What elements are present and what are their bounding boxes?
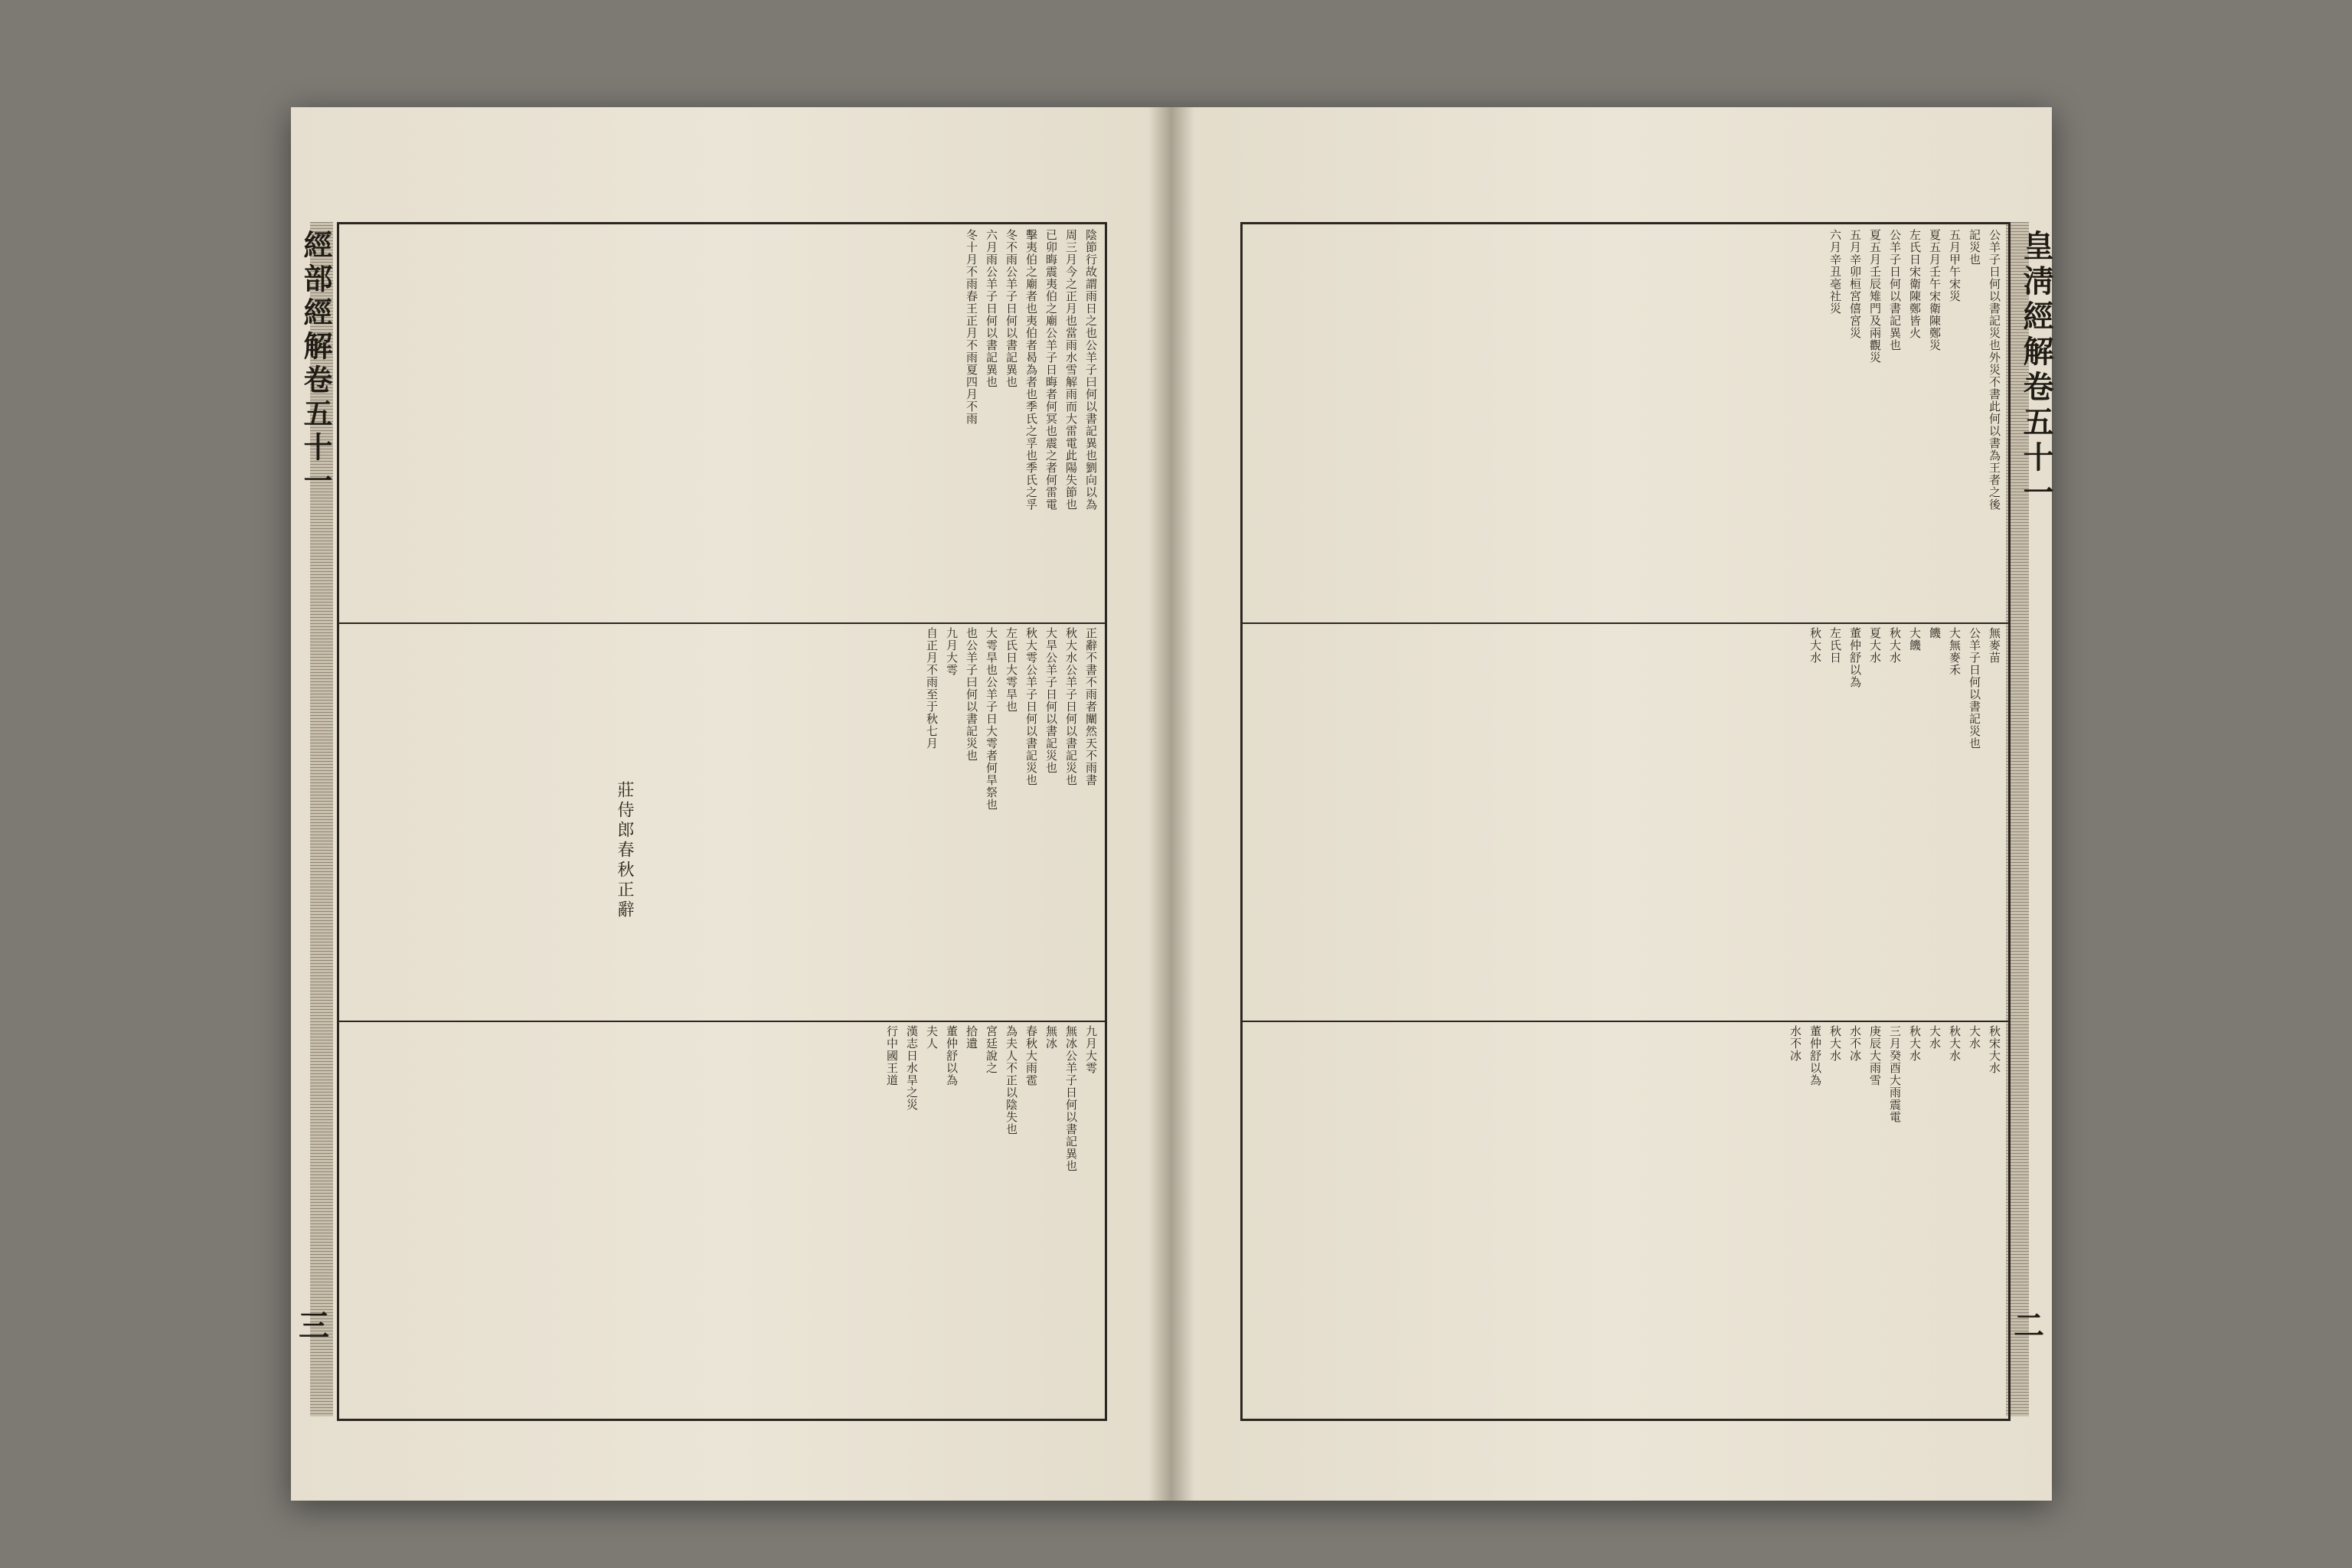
- text-column: 左氏日宋衛陳鄭皆火: [1908, 229, 1922, 339]
- text-column: 自正月不雨至于秋七月: [925, 627, 939, 750]
- text-column: 五月甲午宋災: [1948, 229, 1962, 302]
- text-column: 大無麥禾: [1948, 627, 1962, 676]
- text-column: 拾遺: [965, 1025, 978, 1050]
- book-gutter: [1148, 107, 1194, 1501]
- text-column: 大雩旱也公羊子日大雩者何旱祭也: [985, 627, 998, 811]
- left-page: [291, 107, 1171, 1501]
- text-column: 陰節行故謂雨日之也公羊子曰何以書記異也劉向以為: [1084, 229, 1098, 511]
- right-margin-title: 皇淸經解卷五十一: [2018, 230, 2054, 511]
- text-column: 秋大水公羊子日何以書記災也: [1064, 627, 1078, 786]
- text-column: 行中國王道: [885, 1025, 899, 1086]
- text-column: 饑: [1928, 627, 1942, 639]
- text-column: 三月癸酉大雨震電: [1888, 1025, 1902, 1123]
- left-band-2: [339, 622, 1105, 1022]
- right-band-2: [1243, 622, 2008, 1022]
- text-column: 正辭不書不雨者闡然天不雨書: [1084, 627, 1098, 786]
- text-column: 大旱公羊子日何以書記災也: [1044, 627, 1058, 774]
- text-column: 也公羊子曰何以書記災也: [965, 627, 978, 762]
- text-column: 夏大水: [1868, 627, 1882, 664]
- text-column: 夫人: [925, 1025, 939, 1050]
- open-book: [291, 107, 2052, 1501]
- author-line: 莊侍郎春秋正辭: [615, 781, 634, 920]
- text-column: 大饑: [1908, 627, 1922, 652]
- left-text-frame: [337, 222, 1107, 1421]
- text-column: 秋宋大水: [1988, 1025, 2001, 1074]
- text-column: 無冰: [1044, 1025, 1058, 1050]
- text-column: 為夫人不正以陰失也: [1004, 1025, 1018, 1135]
- text-column: 夏五月壬午宋衛陳鄭災: [1928, 229, 1942, 351]
- text-column: 九月大雩: [1084, 1025, 1098, 1074]
- text-column: 春秋大雨雹: [1024, 1025, 1038, 1086]
- text-column: 董仲舒以為: [1808, 1025, 1822, 1086]
- left-folio: 三: [299, 1308, 329, 1344]
- text-column: 記災也: [1968, 229, 1981, 266]
- text-column: 五月辛卯桓宮僖宮災: [1848, 229, 1862, 339]
- text-column: 左氏日: [1828, 627, 1842, 664]
- text-column: 公羊子日何以書記災也: [1968, 627, 1981, 750]
- text-column: 秋大水: [1888, 627, 1902, 664]
- left-band-3: [339, 1021, 1105, 1419]
- text-column: 秋大水: [1948, 1025, 1962, 1062]
- text-column: 已卯晦震夷伯之廟公羊子日晦者何冥也震之者何雷電: [1044, 229, 1058, 511]
- text-column: 漢志日水旱之災: [905, 1025, 919, 1111]
- text-column: 周三月今之正月也當雨水雪解雨而大雷電此陽失節也: [1064, 229, 1078, 511]
- text-column: 水不冰: [1788, 1025, 1802, 1062]
- text-column: 擊夷伯之廟者也夷伯者曷為者也季氏之孚也季氏之孚: [1024, 229, 1038, 511]
- text-column: 公羊子日何以書記異也: [1888, 229, 1902, 351]
- text-column: 大水: [1968, 1025, 1981, 1050]
- text-column: 左氏日大雩旱也: [1004, 627, 1018, 713]
- text-column: 夏五月壬辰雉門及兩觀災: [1868, 229, 1882, 364]
- text-column: 秋大水: [1808, 627, 1822, 664]
- text-column: 董仲舒以為: [1848, 627, 1862, 688]
- text-column: 六月雨公羊子日何以書記異也: [985, 229, 998, 388]
- right-folio: 二: [2014, 1308, 2044, 1344]
- left-margin-title: 經部經解卷五十一: [299, 230, 333, 499]
- text-column: 無麥苗: [1988, 627, 2001, 664]
- text-column: 秋大雩公羊子日何以書記災也: [1024, 627, 1038, 786]
- left-band-1: [339, 224, 1105, 624]
- text-column: 六月辛丑亳社災: [1828, 229, 1842, 315]
- text-column: 冬十月不雨春王正月不雨夏四月不雨: [965, 229, 978, 425]
- text-column: 公羊子日何以書記災也外災不書此何以書為王者之後: [1988, 229, 2001, 511]
- text-column: 水不冰: [1848, 1025, 1862, 1062]
- text-column: 董仲舒以為: [945, 1025, 959, 1086]
- text-column: 冬不雨公羊子日何以書記異也: [1004, 229, 1018, 388]
- text-column: 秋大水: [1828, 1025, 1842, 1062]
- text-column: 九月大雩: [945, 627, 959, 676]
- text-column: 秋大水: [1908, 1025, 1922, 1062]
- right-page: [1171, 107, 2052, 1501]
- text-column: 無冰公羊子日何以書記異也: [1064, 1025, 1078, 1172]
- text-column: 大水: [1928, 1025, 1942, 1050]
- text-column: 宮廷說之: [985, 1025, 998, 1074]
- right-band-1: [1243, 224, 2008, 624]
- text-column: 庚辰大雨雪: [1868, 1025, 1882, 1086]
- right-band-3: [1243, 1021, 2008, 1419]
- right-text-frame: [1240, 222, 2011, 1421]
